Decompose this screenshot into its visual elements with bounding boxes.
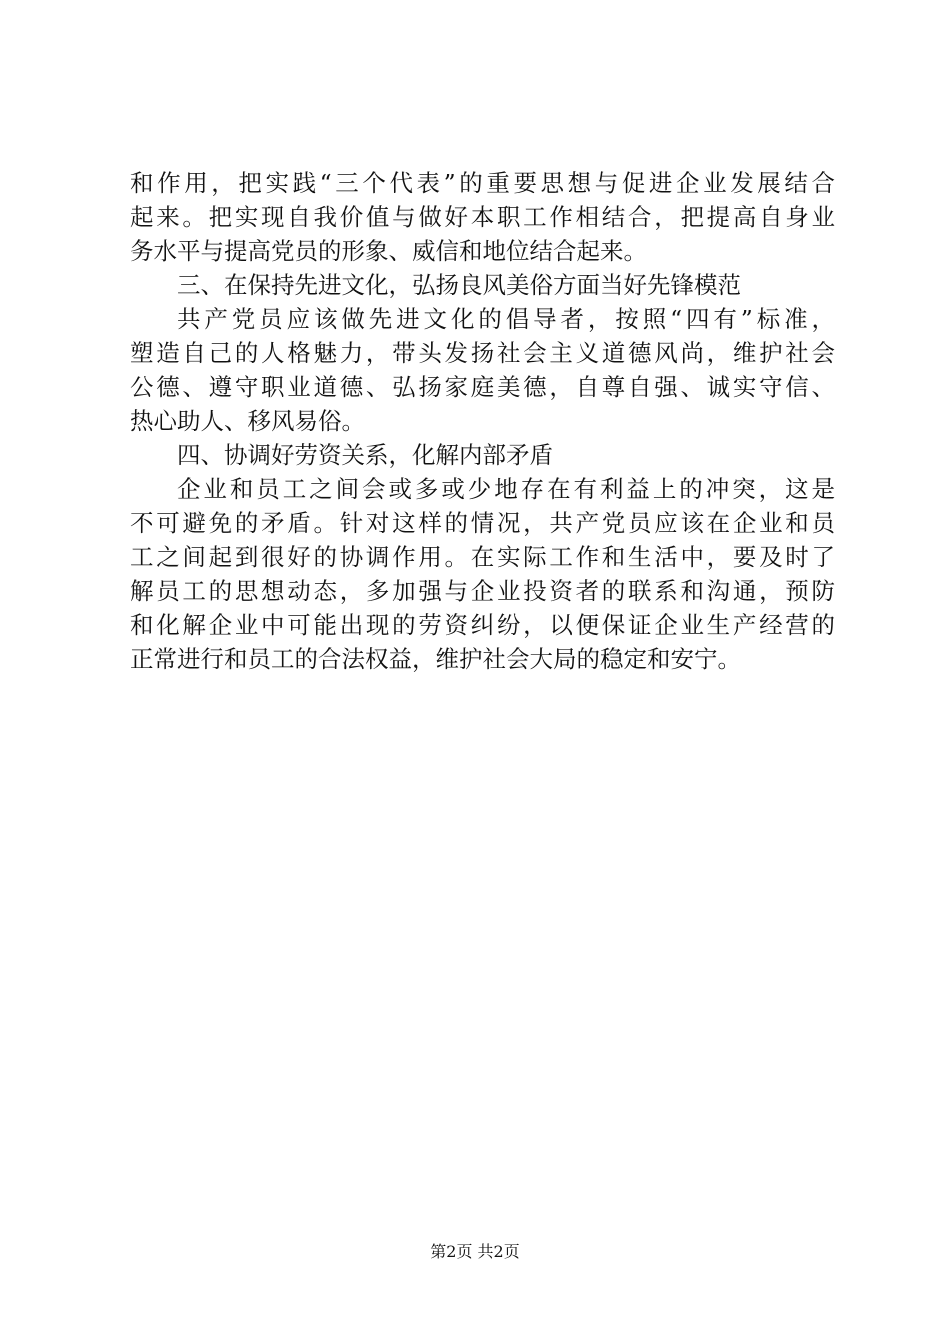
text-line: 解员工的思想动态，多加强与企业投资者的联系和沟通，预防 [130,577,835,605]
text-line: 共产党员应该做先进文化的倡导者，按照“四有”标准， [177,305,835,333]
document-body [130,166,835,676]
text-line: 热心助人、移风易俗。 [130,407,365,435]
section-heading: 三、在保持先进文化，弘扬良风美俗方面当好先锋模范 [177,271,741,299]
text-line: 公德、遵守职业道德、弘扬家庭美德，自尊自强、诚实守信、 [130,373,835,401]
text-line: 和作用，把实践“三个代表”的重要思想与促进企业发展结合 [130,169,835,197]
text-line: 企业和员工之间会或多或少地存在有利益上的冲突，这是 [177,475,835,503]
text-line: 和化解企业中可能出现的劳资纠纷，以便保证企业生产经营的 [130,611,835,639]
text-line: 务水平与提高党员的形象、威信和地位结合起来。 [130,237,647,265]
text-line: 工之间起到很好的协调作用。在实际工作和生活中，要及时了 [130,543,835,571]
text-line: 正常进行和员工的合法权益，维护社会大局的稳定和安宁。 [130,645,741,673]
text-line: 起来。把实现自我价值与做好本职工作相结合，把提高自身业 [130,203,835,231]
section-heading: 四、协调好劳资关系，化解内部矛盾 [177,441,553,469]
text-line: 塑造自己的人格魅力，带头发扬社会主义道德风尚，维护社会 [130,339,835,367]
text-line: 不可避免的矛盾。针对这样的情况，共产党员应该在企业和员 [130,509,835,537]
page-footer: 第2页 共2页 [430,1242,520,1261]
